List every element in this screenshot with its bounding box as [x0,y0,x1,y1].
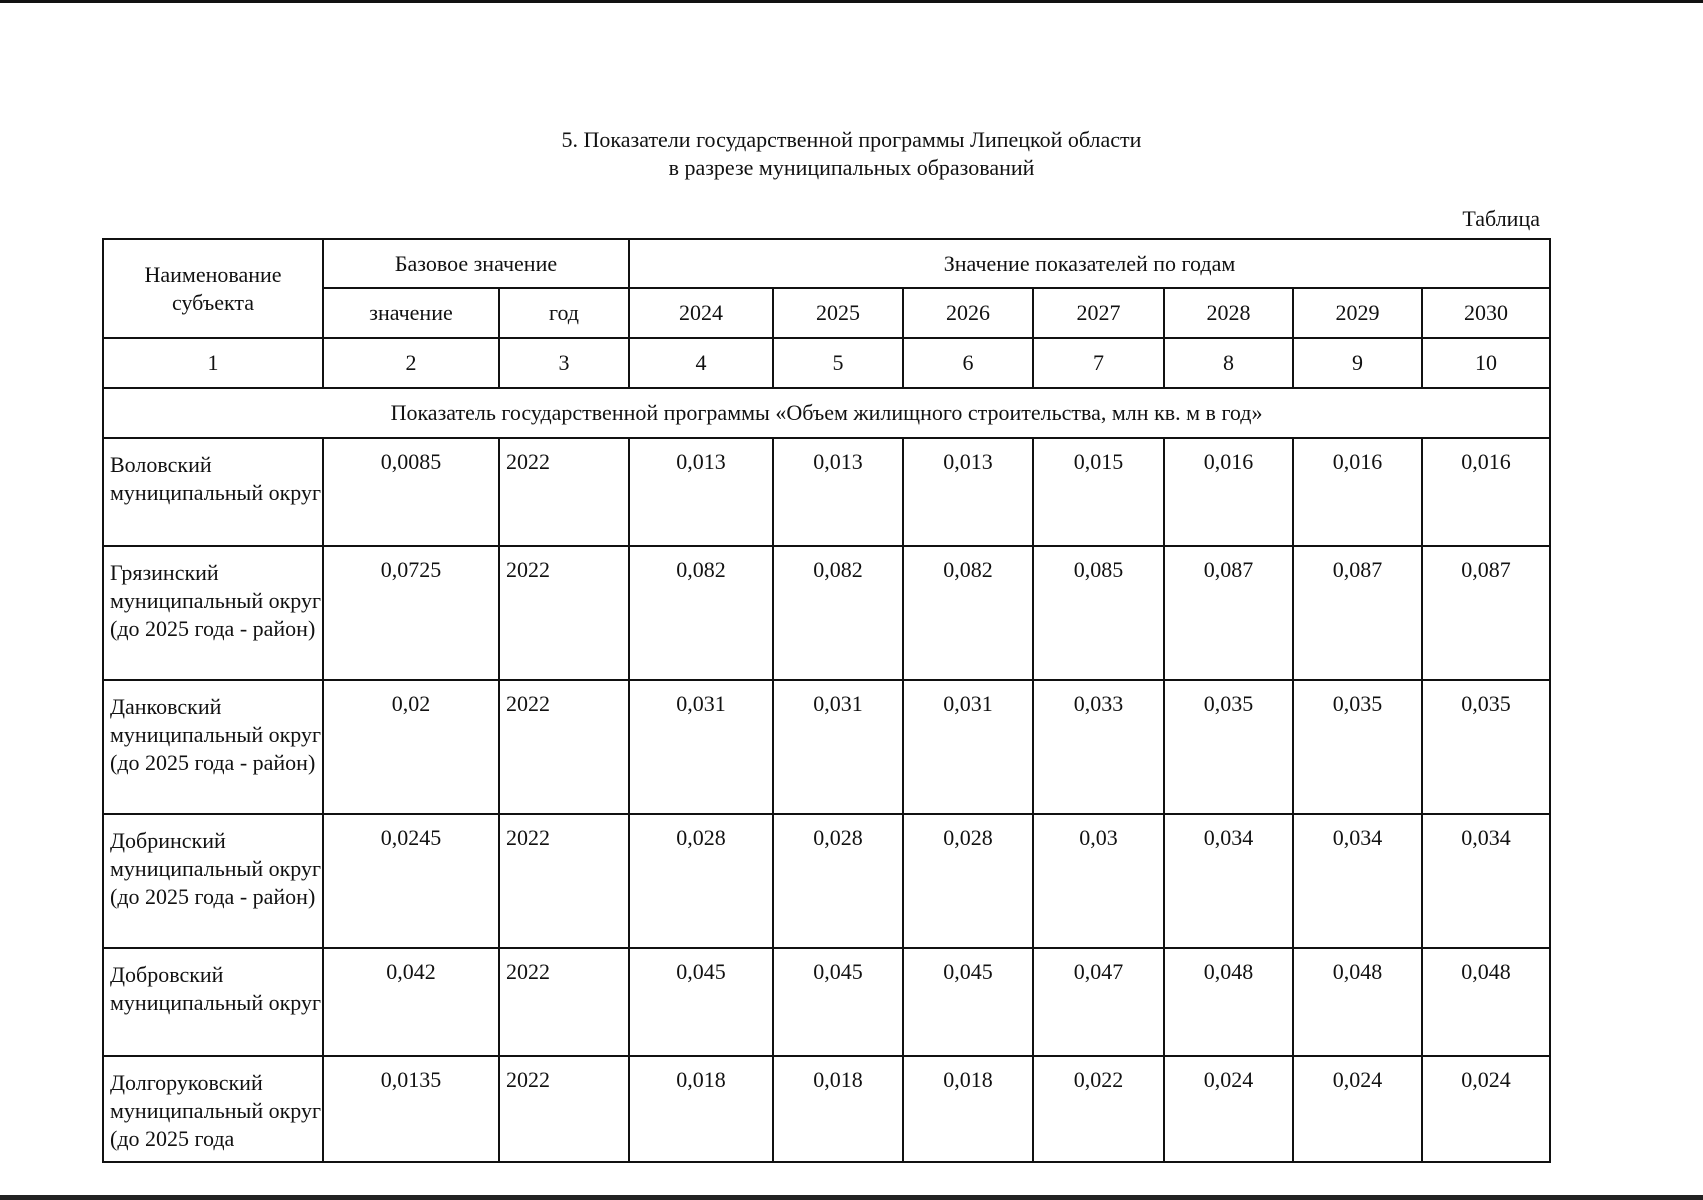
year-value-cell: 0,033 [1033,680,1164,814]
subject-name-cell: Добровский муниципальный округ [103,948,323,1056]
year-value-cell: 0,015 [1033,438,1164,546]
year-header: 2026 [903,288,1033,338]
year-value-cell: 0,022 [1033,1056,1164,1162]
base-value-cell: 0,0135 [323,1056,499,1162]
year-value-cell: 0,018 [773,1056,903,1162]
column-number: 3 [499,338,629,388]
year-value-cell: 0,016 [1422,438,1550,546]
base-year-cell: 2022 [499,1056,629,1162]
year-value-cell: 0,013 [903,438,1033,546]
section-title: Показатель государственной программы «Объем жилищного строительства, млн кв. м в год» [103,388,1550,438]
year-value-cell: 0,048 [1422,948,1550,1056]
column-number: 2 [323,338,499,388]
subject-name-cell: Данковский муниципальный округ (до 2025 года - район) [103,680,323,814]
base-year-cell: 2022 [499,680,629,814]
column-number: 5 [773,338,903,388]
subject-name-cell: Долгоруковский муниципальный округ (до 2025 года [103,1056,323,1162]
document-title [0,126,1703,182]
subject-name-cell: Грязинский муниципальный округ (до 2025 года - район) [103,546,323,680]
year-value-cell: 0,028 [629,814,773,948]
year-value-cell: 0,028 [773,814,903,948]
column-number: 6 [903,338,1033,388]
year-value-cell: 0,082 [629,546,773,680]
table-row [103,948,1550,1056]
year-value-cell: 0,013 [773,438,903,546]
column-number: 4 [629,338,773,388]
scan-border-bottom [0,1195,1703,1200]
title-line-2: в разрезе муниципальных образований [668,155,1035,180]
year-value-cell: 0,018 [903,1056,1033,1162]
value-subheader: значение [323,288,499,338]
year-value-cell: 0,087 [1164,546,1293,680]
indicators-table [102,238,1551,1163]
year-value-cell: 0,024 [1293,1056,1422,1162]
table-caption: Таблица [1462,206,1540,231]
year-header: 2029 [1293,288,1422,338]
column-number: 8 [1164,338,1293,388]
year-value-cell: 0,035 [1164,680,1293,814]
base-year-cell: 2022 [499,814,629,948]
year-value-cell: 0,028 [903,814,1033,948]
base-value-cell: 0,042 [323,948,499,1056]
year-value-cell: 0,034 [1293,814,1422,948]
year-value-cell: 0,013 [629,438,773,546]
year-value-cell: 0,018 [629,1056,773,1162]
year-value-cell: 0,035 [1422,680,1550,814]
year-value-cell: 0,031 [903,680,1033,814]
year-value-cell: 0,085 [1033,546,1164,680]
year-value-cell: 0,016 [1164,438,1293,546]
year-value-cell: 0,031 [629,680,773,814]
year-value-cell: 0,087 [1422,546,1550,680]
section-row [103,388,1550,438]
year-header: 2030 [1422,288,1550,338]
year-header: 2028 [1164,288,1293,338]
year-value-cell: 0,082 [903,546,1033,680]
table-row [103,814,1550,948]
scan-border-top [0,0,1703,3]
table-row [103,438,1550,546]
table-row [103,680,1550,814]
base-year-cell: 2022 [499,948,629,1056]
year-value-cell: 0,024 [1422,1056,1550,1162]
year-value-cell: 0,045 [903,948,1033,1056]
year-value-cell: 0,047 [1033,948,1164,1056]
header-row [103,239,1550,288]
table-row [103,1056,1550,1162]
column-number: 7 [1033,338,1164,388]
year-value-cell: 0,048 [1293,948,1422,1056]
year-value-cell: 0,048 [1164,948,1293,1056]
year-header: 2025 [773,288,903,338]
column-number: 9 [1293,338,1422,388]
values-by-year-header: Значение показателей по годам [629,239,1550,288]
column-number-row [103,338,1550,388]
title-line-1: 5. Показатели государственной программы Липецкой области [561,127,1142,152]
column-number: 1 [103,338,323,388]
year-value-cell: 0,035 [1293,680,1422,814]
column-number: 10 [1422,338,1550,388]
year-value-cell: 0,087 [1293,546,1422,680]
subject-name-cell: Добринский муниципальный округ (до 2025 года - район) [103,814,323,948]
year-value-cell: 0,031 [773,680,903,814]
table-row [103,546,1550,680]
year-value-cell: 0,034 [1422,814,1550,948]
table-body [103,239,1550,1162]
subject-header: Наименование субъекта [103,239,323,338]
year-header: 2027 [1033,288,1164,338]
year-value-cell: 0,016 [1293,438,1422,546]
base-value-cell: 0,0245 [323,814,499,948]
base-value-header: Базовое значение [323,239,629,288]
base-value-cell: 0,0725 [323,546,499,680]
base-value-cell: 0,02 [323,680,499,814]
subject-name-cell: Воловский муниципальный округ [103,438,323,546]
year-value-cell: 0,034 [1164,814,1293,948]
year-subheader: год [499,288,629,338]
year-value-cell: 0,024 [1164,1056,1293,1162]
year-value-cell: 0,03 [1033,814,1164,948]
base-value-cell: 0,0085 [323,438,499,546]
base-year-cell: 2022 [499,546,629,680]
year-value-cell: 0,045 [629,948,773,1056]
base-year-cell: 2022 [499,438,629,546]
year-header: 2024 [629,288,773,338]
year-value-cell: 0,082 [773,546,903,680]
year-value-cell: 0,045 [773,948,903,1056]
